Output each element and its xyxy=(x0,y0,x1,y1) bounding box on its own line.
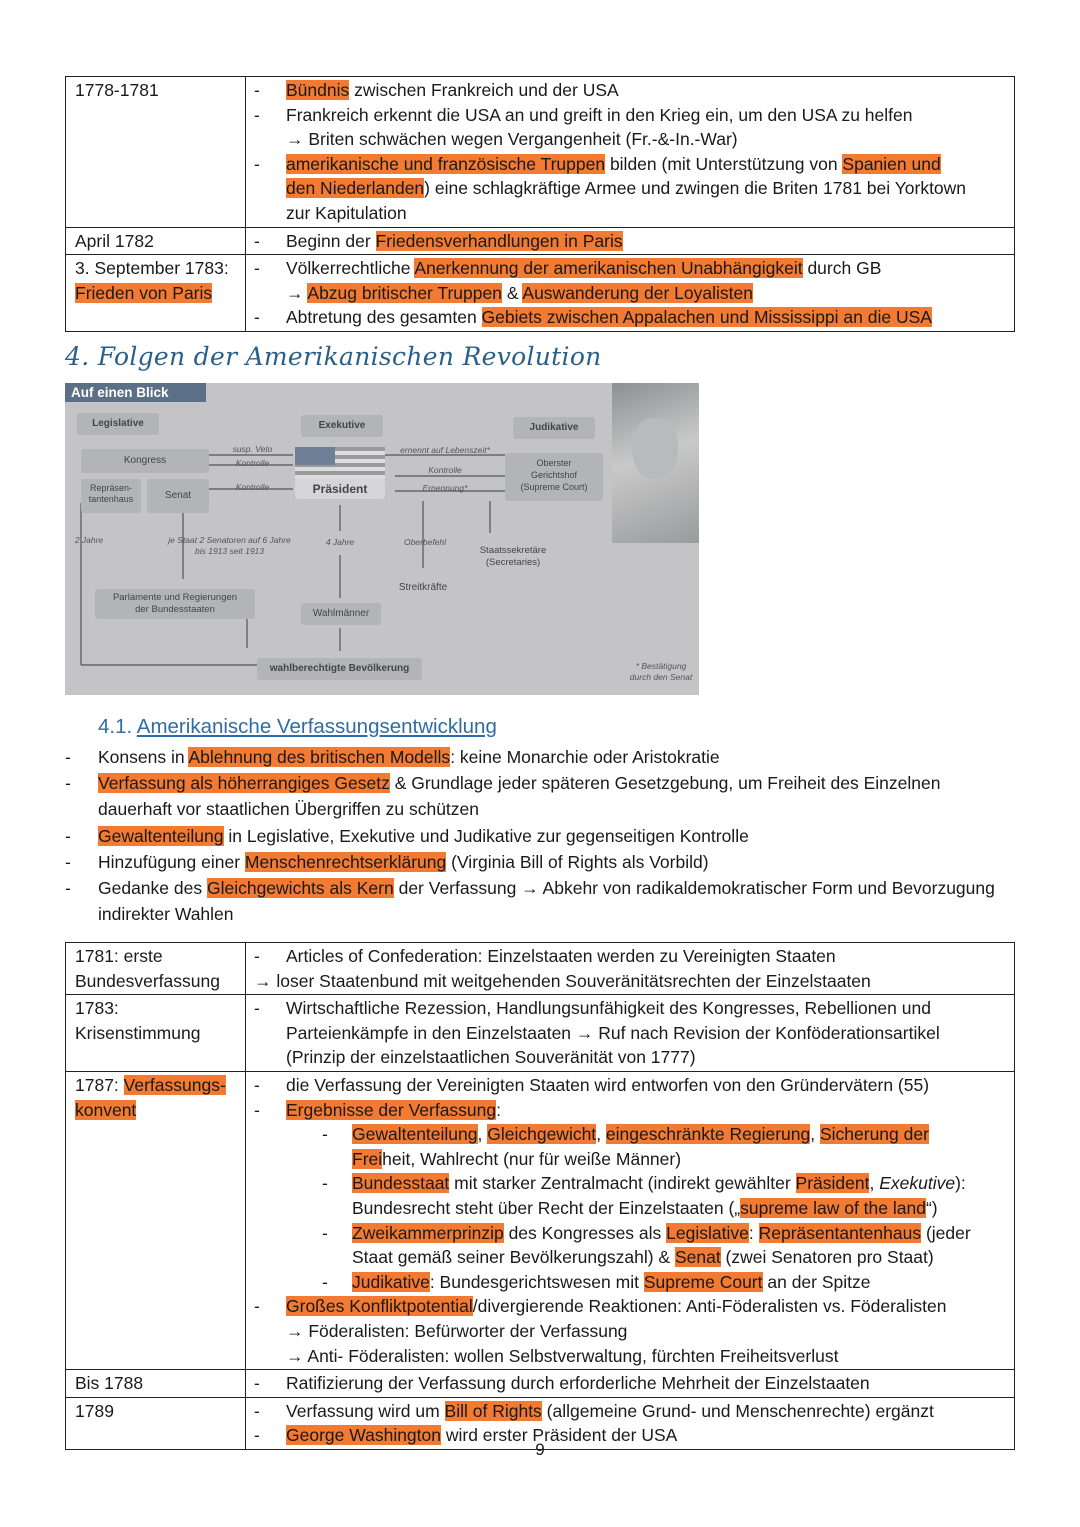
text: (Virginia Bill of Rights als Vorbild) xyxy=(446,851,709,872)
text: bilden (mit Unterstützung von xyxy=(605,153,843,174)
principles-list xyxy=(65,744,1015,927)
text: → Föderalisten: Befürworter der Verfassung xyxy=(286,1320,628,1341)
dash-marker: - xyxy=(322,1222,328,1243)
text: durch GB xyxy=(802,258,882,279)
dash-marker: - xyxy=(322,1271,328,1292)
date-text: 3. September 1783: xyxy=(75,258,229,279)
text: → Briten schwächen wegen Vergangenheit (Fr.-&-In.-War) xyxy=(286,129,738,150)
content-cell xyxy=(246,995,1015,1072)
timeline-row xyxy=(66,995,1015,1072)
date-cell xyxy=(66,1370,246,1398)
date-highlight: Verfassungs- konvent xyxy=(75,1074,226,1120)
entry-line xyxy=(246,1196,1006,1221)
text: Ratifizierung der Verfassung durch erforderliche Mehrheit der Einzelstaaten xyxy=(286,1373,870,1394)
text: → xyxy=(286,282,308,303)
date-text: 1787: xyxy=(75,1074,124,1095)
appoint-label: Ernennung* xyxy=(422,483,468,493)
entry-line xyxy=(246,1122,1006,1147)
highlighted-text: Repräsentantenhaus xyxy=(758,1222,922,1243)
text: Bundesrecht steht über Recht der Einzelstaaten („ xyxy=(352,1197,741,1218)
dash-marker: - xyxy=(254,104,260,125)
dash-marker: - xyxy=(254,153,260,174)
timeline-row xyxy=(66,943,1015,995)
date-text: 1789 xyxy=(75,1400,114,1421)
text: /divergierende Reaktionen: Anti-Föderalisten vs. Föderalisten xyxy=(472,1296,947,1317)
text: : keine Monarchie oder Aristokratie xyxy=(450,747,720,767)
entry-line xyxy=(246,201,1006,226)
text: , xyxy=(810,1124,820,1145)
text: der Verfassung → Abkehr von radikaldemokratischer Form und Bevorzugung indirekter Wahlen xyxy=(98,878,995,925)
subsection-title: Amerikanische Verfassungsentwicklung xyxy=(136,715,497,738)
text: (Prinzip der einzelstaatlichen Souveränität von 1777) xyxy=(286,1047,696,1068)
entry-line xyxy=(246,1045,1006,1070)
dash-marker: - xyxy=(254,1296,260,1317)
entry-line xyxy=(246,1147,1006,1172)
text: , xyxy=(477,1124,488,1145)
text: Staat gemäß seiner Bevölkerungszahl) & xyxy=(352,1247,675,1268)
highlighted-text: Ablehnung des britischen Modells xyxy=(188,747,451,767)
text: in Legislative, Exekutive und Judikative zur gegenseitigen Kontrolle xyxy=(223,825,749,846)
highlighted-text: amerikanische und französische Truppen xyxy=(286,153,606,174)
veto-label: susp. Veto xyxy=(232,444,273,454)
timeline-row xyxy=(66,1071,1015,1369)
dash-marker: - xyxy=(65,747,71,767)
text: zur Kapitulation xyxy=(286,202,407,223)
date-text: 1778-1781 xyxy=(75,80,159,100)
list-item xyxy=(65,823,1015,849)
date-text: April 1782 xyxy=(75,230,154,251)
section-heading: 4. Folgen der Amerikanischen Revolution xyxy=(65,342,602,371)
control-label-3: Kontrolle xyxy=(428,465,462,475)
entry-line xyxy=(246,229,1006,254)
list-item xyxy=(65,849,1015,875)
text: Konsens in xyxy=(98,747,189,767)
highlighted-text: Ergebnisse der Verfassung xyxy=(286,1099,497,1120)
text: & Grundlage jeder späteren Gesetzgebung, um Freiheit des Einzelnen dauerhaft vor staatlichen Übergriffen zu schützen xyxy=(98,773,941,820)
highlighted-text: Sicherung der xyxy=(819,1124,929,1145)
italic-text: Exekutive xyxy=(879,1173,956,1194)
content-cell xyxy=(246,255,1015,332)
highlighted-text: supreme law of the land xyxy=(740,1197,926,1218)
control-label-1: Kontrolle xyxy=(235,458,270,468)
control-label-2: Kontrolle xyxy=(235,482,270,492)
legislative-box: Legislative xyxy=(77,413,159,435)
entry-line xyxy=(246,1344,1006,1369)
highlighted-text: den Niederlanden xyxy=(286,178,425,199)
secretaries-label: Staatssekretäre (Secretaries) xyxy=(479,545,547,568)
congress-box: Kongress xyxy=(81,449,209,473)
entry-line xyxy=(246,1399,1006,1424)
entry-line xyxy=(246,1171,1006,1196)
highlighted-text: Legislative xyxy=(666,1222,749,1243)
text: Verfassung wird um xyxy=(286,1400,445,1421)
highlighted-text: George Washington xyxy=(286,1425,441,1446)
mount-rushmore-image xyxy=(612,383,699,543)
date-highlight: Frieden von Paris xyxy=(75,282,213,303)
dash-marker: - xyxy=(254,258,260,279)
dash-marker: - xyxy=(254,80,260,100)
text: Beginn der xyxy=(286,230,376,251)
entry-line xyxy=(246,1319,1006,1344)
entry-line xyxy=(246,969,1006,994)
dash-marker: - xyxy=(65,851,71,872)
senate-box: Senat xyxy=(147,479,209,513)
timeline-row xyxy=(66,255,1015,332)
entry-line xyxy=(246,127,1006,152)
dash-marker: - xyxy=(322,1124,328,1145)
entry-line xyxy=(246,305,1006,330)
timeline-row xyxy=(66,77,1015,228)
highlighted-text: Gleichgewichts als Kern xyxy=(206,878,394,899)
command-label: Oberbefehl xyxy=(403,537,447,547)
content-cell xyxy=(246,943,1015,995)
text: an der Spitze xyxy=(762,1271,871,1292)
text: (allgemeine Grund- und Menschenrechte) ergänzt xyxy=(541,1400,934,1421)
dash-marker: - xyxy=(254,1400,260,1421)
entry-line xyxy=(246,996,1006,1021)
content-cell xyxy=(246,1370,1015,1398)
two-years-label: 2 Jahre xyxy=(74,535,104,545)
dash-marker: - xyxy=(254,1425,260,1446)
highlighted-text: Gewaltenteilung xyxy=(352,1124,478,1145)
text: : xyxy=(496,1099,502,1120)
text: ): xyxy=(955,1173,966,1194)
executive-box: Exekutive xyxy=(301,415,383,437)
four-years-label: 4 Jahre xyxy=(325,537,355,547)
page-number: 9 xyxy=(535,1440,545,1459)
date-cell xyxy=(66,995,246,1072)
entry-line xyxy=(246,1098,1006,1123)
list-item xyxy=(65,770,1015,822)
subsection-number: 4.1. xyxy=(98,715,133,738)
text: wird erster Präsident der USA xyxy=(441,1425,678,1446)
entry-line xyxy=(246,256,1006,281)
state-parliaments-box: Parlamente und Regierungen der Bundesstaaten xyxy=(95,589,255,619)
entry-line xyxy=(246,1294,1006,1319)
dash-marker: - xyxy=(254,230,260,251)
highlighted-text: Bill of Rights xyxy=(444,1400,542,1421)
highlighted-text: Großes Konfliktpotential xyxy=(286,1296,473,1317)
entry-line xyxy=(246,944,1006,969)
highlighted-text: Auswanderung der Loyalisten xyxy=(522,282,753,303)
text: Wirtschaftliche Rezession, Handlungsunfähigkeit des Kongresses, Rebellionen und xyxy=(286,998,931,1019)
entry-line xyxy=(246,152,1006,177)
date-cell xyxy=(66,77,246,228)
supreme-court-box: Oberster Gerichtshof (Supreme Court) xyxy=(505,453,603,501)
content-cell xyxy=(246,227,1015,255)
entry-line xyxy=(246,1221,1006,1246)
highlighted-text: Spanien und xyxy=(842,153,941,174)
highlighted-text: Verfassung als höherrangiges Gesetz xyxy=(98,773,390,794)
entry-line xyxy=(246,1073,1006,1098)
highlighted-text: Präsident xyxy=(795,1173,870,1194)
entry-line xyxy=(246,1371,1006,1396)
highlighted-text: Abzug britischer Truppen xyxy=(307,282,502,303)
list-item xyxy=(65,875,1015,927)
text: des Kongresses als xyxy=(503,1222,667,1243)
list-item xyxy=(65,744,1015,770)
timeline-table-1 xyxy=(65,76,1015,332)
date-text: 1781: erste Bundesverfassung xyxy=(75,946,220,991)
highlighted-text: Anerkennung der amerikanischen Unabhängigkeit xyxy=(414,258,803,279)
text: die Verfassung der Vereinigten Staaten wird entworfen von den Gründervätern (55) xyxy=(286,1074,930,1095)
highlighted-text: Judikative xyxy=(352,1271,430,1292)
highlighted-text: Bündnis xyxy=(286,80,350,100)
highlighted-text: Senat xyxy=(674,1247,721,1268)
text: , xyxy=(869,1173,880,1194)
text: “) xyxy=(925,1197,938,1218)
text: (zwei Senatoren pro Staat) xyxy=(720,1247,934,1268)
text: → Anti- Föderalisten: wollen Selbstverwaltung, fürchten Freiheitsverlust xyxy=(286,1345,839,1366)
electors-box: Wahlmänner xyxy=(301,603,381,625)
entry-line xyxy=(246,78,1006,103)
dash-marker: - xyxy=(254,946,260,966)
highlighted-text: Bundesstaat xyxy=(352,1173,450,1194)
timeline-row xyxy=(66,227,1015,255)
entry-line xyxy=(246,176,1006,201)
highlighted-text: Gebiets zwischen Appalachen und Mississippi an die USA xyxy=(481,307,932,328)
text: (jeder xyxy=(921,1222,971,1243)
date-text: 1783: Krisenstimmung xyxy=(75,998,201,1043)
text: Gedanke des xyxy=(98,878,207,899)
subsection-heading xyxy=(98,715,497,739)
text: & xyxy=(501,282,523,303)
judicative-box: Judikative xyxy=(513,417,595,439)
dash-marker: - xyxy=(322,1173,328,1194)
dash-marker: - xyxy=(254,307,260,328)
timeline-table-2 xyxy=(65,942,1015,1450)
date-cell xyxy=(66,255,246,332)
appoint-life-label: ernennt auf Lebenszeit* xyxy=(400,445,490,455)
dash-marker: - xyxy=(254,1074,260,1095)
dash-marker: - xyxy=(65,773,71,794)
text: zwischen Frankreich und der USA xyxy=(349,80,619,100)
highlighted-text: Gewaltenteilung xyxy=(98,825,224,846)
entry-line xyxy=(246,281,1006,306)
highlighted-text: eingeschränkte Regierung xyxy=(605,1124,811,1145)
text: : Bundesgerichtswesen mit xyxy=(429,1271,644,1292)
entry-line xyxy=(246,103,1006,128)
diagram-header: Auf einen Blick xyxy=(65,383,206,402)
entry-line xyxy=(246,1270,1006,1295)
highlighted-text: Supreme Court xyxy=(643,1271,763,1292)
text: , xyxy=(596,1124,606,1145)
text: heit, Wahlrecht (nur für weiße Männer) xyxy=(382,1148,682,1169)
highlighted-text: Friedensverhandlungen in Paris xyxy=(375,230,623,251)
timeline-row xyxy=(66,1370,1015,1398)
forces-label: Streitkräfte xyxy=(398,582,448,593)
text: Abtretung des gesamten xyxy=(286,307,482,328)
house-box: Repräsen- tantenhaus xyxy=(81,479,141,513)
text: mit starker Zentralmacht (indirekt gewählter xyxy=(449,1173,796,1194)
voters-box: wahlberechtigte Bevölkerung xyxy=(257,658,422,680)
dash-marker: - xyxy=(65,825,71,846)
highlighted-text: Zweikammerprinzip xyxy=(352,1222,504,1243)
date-cell xyxy=(66,227,246,255)
text: Völkerrechtliche xyxy=(286,258,415,279)
constitution-diagram xyxy=(65,383,699,695)
date-cell xyxy=(66,943,246,995)
president-box: Präsident xyxy=(295,479,385,499)
highlighted-text: Gleichgewicht xyxy=(487,1124,597,1145)
dash-marker: - xyxy=(254,998,260,1019)
highlighted-text: Menschenrechtserklärung xyxy=(244,851,447,872)
dash-marker: - xyxy=(254,1099,260,1120)
senators-label: je Staat 2 Senatoren auf 6 Jahre bis 1913 seit 1913 xyxy=(168,535,291,556)
text: Parteienkämpfe in den Einzelstaaten → Ruf nach Revision der Konföderationsartikel xyxy=(286,1022,940,1043)
date-cell xyxy=(66,1071,246,1369)
highlighted-text: Frei xyxy=(352,1148,383,1169)
text: Hinzufügung einer xyxy=(98,851,245,872)
text: Articles of Confederation: Einzelstaaten werden zu Vereinigten Staaten xyxy=(286,946,836,966)
content-cell xyxy=(246,1071,1015,1369)
text: Frankreich erkennt die USA an und greift in den Krieg ein, um den USA zu helfen xyxy=(286,104,913,125)
entry-line xyxy=(246,1021,1006,1046)
text: → loser Staatenbund mit weitgehenden Souveränitätsrechten der Einzelstaaten xyxy=(254,970,871,991)
text: ) eine schlagkräftige Armee und zwingen die Briten 1781 bei Yorktown xyxy=(424,178,967,199)
content-cell xyxy=(246,77,1015,228)
entry-line xyxy=(246,1245,1006,1270)
text: : xyxy=(748,1222,759,1243)
senate-note: * Bestätigung durch den Senat xyxy=(629,661,693,682)
dash-marker: - xyxy=(254,1373,260,1394)
date-text: Bis 1788 xyxy=(75,1373,144,1394)
us-flag-icon xyxy=(295,447,385,479)
dash-marker: - xyxy=(65,878,71,899)
